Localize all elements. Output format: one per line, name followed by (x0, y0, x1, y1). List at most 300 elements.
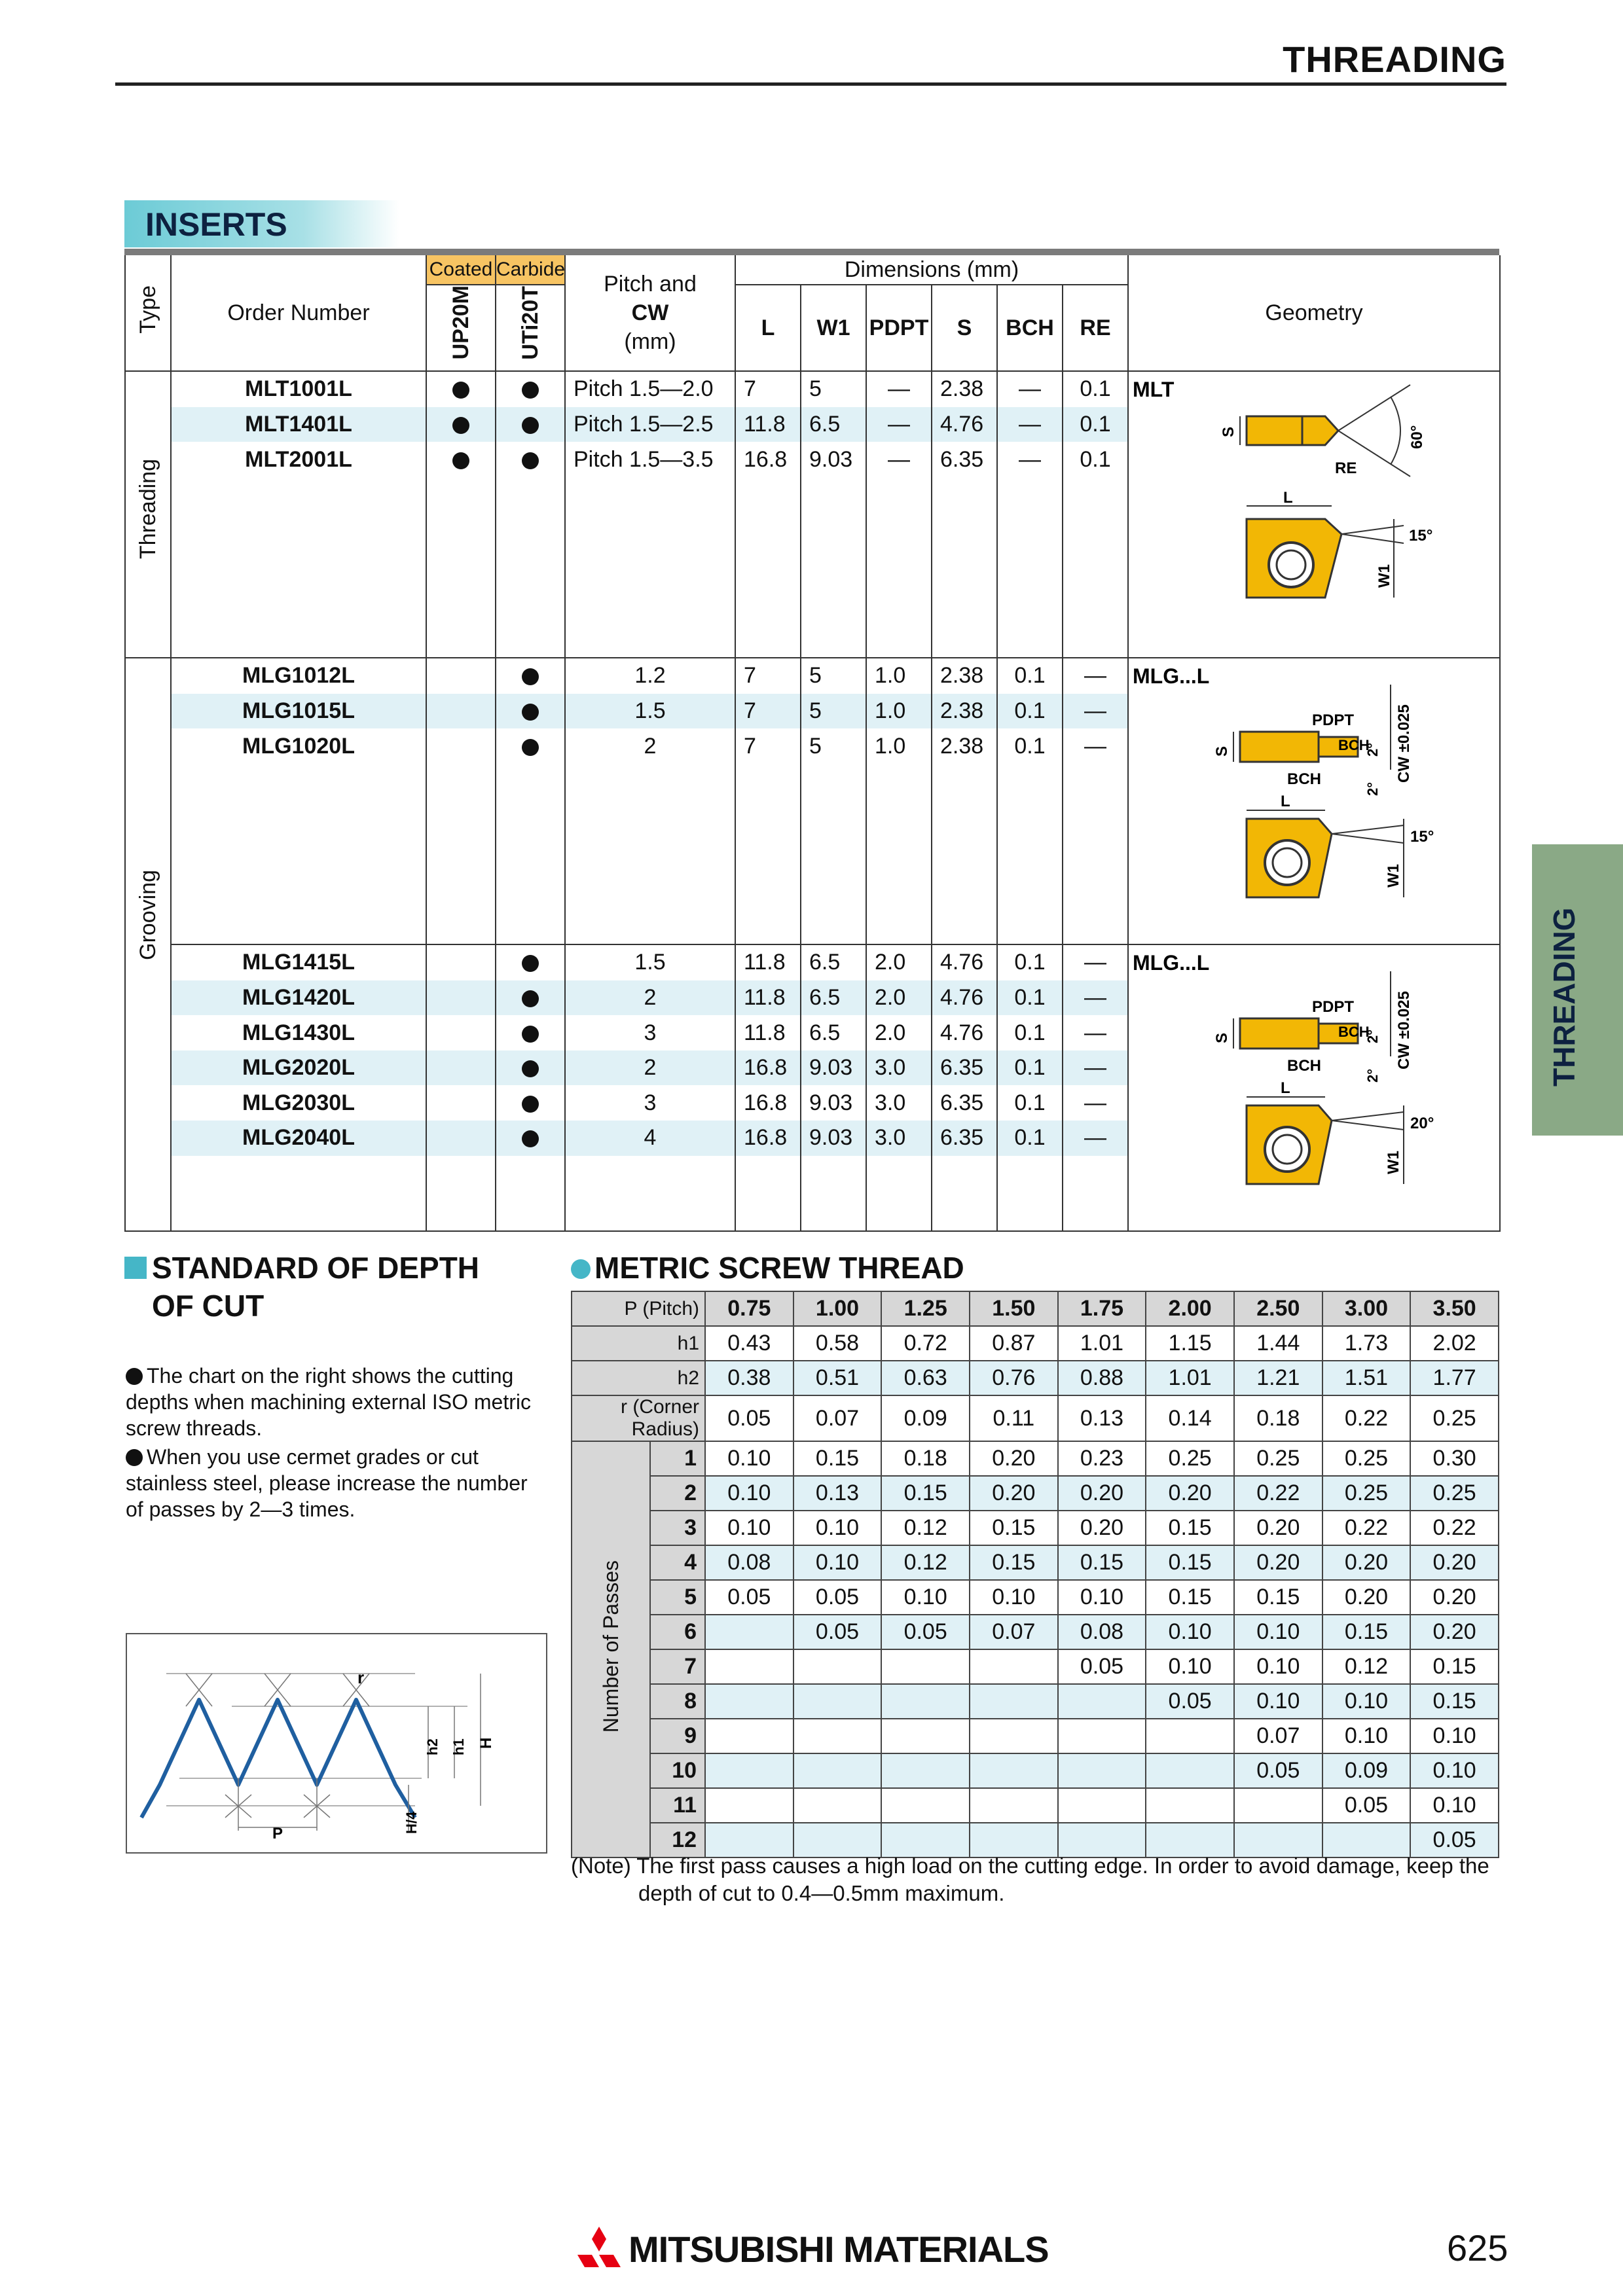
pass-depth-cell (881, 1684, 970, 1719)
uti20t-availability (496, 694, 565, 729)
pitch-cw: 1.5 (565, 694, 735, 729)
pass-depth-cell (1234, 1823, 1322, 1857)
pass-depth-cell: 0.25 (1146, 1441, 1234, 1476)
diagram-label-h4: H/4 (403, 1811, 420, 1834)
mlt-geometry-diagram (1129, 372, 1495, 647)
pitch-cw: 4 (565, 1121, 735, 1156)
empty-cell (496, 1156, 565, 1191)
metric-row-h1 (572, 1326, 1499, 1361)
dim-w1: 9.03 (801, 1050, 866, 1086)
metric-note: (Note) The first pass causes a high load on the cutting edge. In order to avoid damage, keep the (571, 1854, 1489, 1878)
up20m-availability (426, 1050, 496, 1086)
pass-depth-cell: 0.10 (705, 1476, 793, 1511)
empty-cell (1063, 904, 1128, 944)
dim-l: 16.8 (735, 1085, 801, 1121)
dim-re: 0.1 (1063, 407, 1128, 442)
dim-l: 7 (735, 694, 801, 729)
empty-cell (801, 904, 866, 944)
pass-depth-cell: 0.15 (1234, 1580, 1322, 1615)
svg-text:15°: 15° (1409, 527, 1433, 545)
metric-cell-pitches: 1.00 (793, 1291, 882, 1326)
empty-cell (801, 834, 866, 869)
metric-cell-h1: 1.15 (1146, 1326, 1234, 1361)
svg-text:PDPT: PDPT (1312, 711, 1355, 729)
pass-number: 5 (650, 1580, 705, 1615)
empty-cell (997, 547, 1063, 583)
empty-cell (496, 1191, 565, 1231)
empty-cell (735, 904, 801, 944)
pass-depth-cell: 0.05 (1410, 1823, 1499, 1857)
empty-cell (1063, 547, 1128, 583)
svg-text:CW ±0.025: CW ±0.025 (1395, 991, 1413, 1069)
empty-cell (1063, 1156, 1128, 1191)
svg-text:60°: 60° (1408, 425, 1427, 449)
pass-depth-cell (1234, 1788, 1322, 1823)
metric-row-label: h2 (572, 1361, 705, 1395)
svg-text:BCH: BCH (1338, 1024, 1370, 1040)
type-label: Threading (135, 459, 160, 560)
svg-text:MLG...L: MLG...L (1133, 664, 1210, 688)
pass-depth-cell (1058, 1753, 1146, 1788)
geometry-mlg-b (1128, 944, 1500, 1231)
dim-s: 6.35 (932, 1050, 997, 1086)
metric-cell-h2: 1.21 (1234, 1361, 1322, 1395)
pass-depth-cell (705, 1753, 793, 1788)
pass-depth-cell: 0.07 (970, 1615, 1058, 1649)
pitch-cw: 3 (565, 1015, 735, 1050)
pass-depth-cell (793, 1719, 882, 1753)
pass-depth-cell (793, 1649, 882, 1684)
metric-cell-h1: 1.73 (1322, 1326, 1411, 1361)
pass-depth-cell: 0.15 (970, 1545, 1058, 1580)
dim-bch: 0.1 (997, 728, 1063, 764)
dim-w1: 5 (801, 658, 866, 694)
pass-depth-cell: 0.20 (1146, 1476, 1234, 1511)
pass-depth-cell: 0.08 (1058, 1615, 1146, 1649)
col-header-S: S (932, 285, 997, 371)
pass-depth-cell: 0.12 (881, 1545, 970, 1580)
svg-text:S: S (1213, 745, 1231, 757)
up20m-availability (426, 728, 496, 764)
dim-w1: 6.5 (801, 980, 866, 1016)
empty-cell (171, 477, 426, 512)
pitch-cw: Pitch 1.5—2.0 (565, 371, 735, 407)
metric-cell-h2: 1.51 (1322, 1361, 1411, 1395)
pass-depth-cell (881, 1823, 970, 1857)
dim-re: — (1063, 658, 1128, 694)
order-number: MLG2020L (171, 1050, 426, 1086)
dim-bch: 0.1 (997, 1050, 1063, 1086)
order-number: MLG1015L (171, 694, 426, 729)
svg-text:L: L (1281, 1079, 1290, 1097)
empty-cell (496, 764, 565, 799)
col-header-order-number: Order Number (171, 255, 426, 371)
dim-l: 11.8 (735, 980, 801, 1016)
dim-bch: 0.1 (997, 944, 1063, 980)
geometry-mlg-a (1128, 658, 1500, 944)
metric-pass-row (572, 1511, 1499, 1545)
pass-depth-cell (1146, 1788, 1234, 1823)
metric-pass-row (572, 1649, 1499, 1684)
pass-number: 10 (650, 1753, 705, 1788)
pass-depth-cell: 0.10 (793, 1511, 882, 1545)
pass-depth-cell: 0.18 (881, 1441, 970, 1476)
pass-depth-cell (881, 1788, 970, 1823)
svg-text:15°: 15° (1410, 828, 1434, 846)
empty-cell (735, 583, 801, 618)
svg-text:MLT: MLT (1133, 378, 1175, 401)
table-row (125, 371, 1500, 407)
empty-cell (735, 617, 801, 658)
empty-cell (932, 617, 997, 658)
col-header-BCH: BCH (997, 285, 1063, 371)
empty-cell (866, 477, 932, 512)
dim-l: 7 (735, 371, 801, 407)
empty-cell (997, 869, 1063, 905)
pass-depth-cell: 0.25 (1234, 1441, 1322, 1476)
pass-depth-cell: 0.20 (1410, 1580, 1499, 1615)
diagram-label-h1: h1 (450, 1738, 467, 1755)
dim-re: — (1063, 1121, 1128, 1156)
diagram-label-h2: h2 (424, 1738, 441, 1755)
empty-cell (496, 834, 565, 869)
type-cell (125, 944, 171, 1231)
empty-cell (866, 1191, 932, 1231)
dim-bch: — (997, 371, 1063, 407)
empty-cell (735, 834, 801, 869)
empty-cell (565, 1191, 735, 1231)
dim-bch: — (997, 407, 1063, 442)
empty-cell (801, 583, 866, 618)
pitch-cw: 1.5 (565, 944, 735, 980)
svg-text:MLG...L: MLG...L (1133, 951, 1210, 975)
pass-depth-cell: 0.10 (705, 1441, 793, 1476)
pass-depth-cell: 0.15 (1322, 1615, 1411, 1649)
pass-depth-cell (970, 1788, 1058, 1823)
pass-depth-cell: 0.30 (1410, 1441, 1499, 1476)
metric-cell-pitches: 2.00 (1146, 1291, 1234, 1326)
pass-number: 1 (650, 1441, 705, 1476)
page-number: 625 (1447, 2227, 1508, 2269)
metric-row-label: r (Corner Radius) (572, 1395, 705, 1441)
pass-depth-cell: 0.20 (1322, 1545, 1411, 1580)
empty-cell (801, 798, 866, 834)
empty-cell (801, 1191, 866, 1231)
pass-depth-cell: 0.20 (970, 1441, 1058, 1476)
dim-l: 7 (735, 728, 801, 764)
pass-depth-cell: 0.20 (970, 1476, 1058, 1511)
mlg-geometry-diagram (1129, 945, 1495, 1220)
empty-cell (866, 834, 932, 869)
svg-text:2°: 2° (1364, 781, 1381, 796)
metric-cell-h1: 0.87 (970, 1326, 1058, 1361)
depth-note-1: The chart on the right shows the cutting depths when machining external ISO metric screw threads. (126, 1364, 531, 1440)
empty-cell (565, 617, 735, 658)
passes-axis-label: Number of Passes (572, 1441, 650, 1857)
dim-re: 0.1 (1063, 442, 1128, 477)
empty-cell (426, 477, 496, 512)
metric-thread-table (571, 1291, 1499, 1858)
dim-s: 2.38 (932, 658, 997, 694)
pass-depth-cell (1058, 1788, 1146, 1823)
empty-cell (565, 1156, 735, 1191)
pass-depth-cell (793, 1753, 882, 1788)
empty-cell (735, 1191, 801, 1231)
empty-cell (735, 869, 801, 905)
empty-cell (932, 904, 997, 944)
metric-cell-h2: 0.38 (705, 1361, 793, 1395)
pass-depth-cell: 0.20 (1410, 1615, 1499, 1649)
metric-row-r (572, 1395, 1499, 1441)
pass-number: 8 (650, 1684, 705, 1719)
metric-row-h2 (572, 1361, 1499, 1395)
dim-bch: 0.1 (997, 1121, 1063, 1156)
diagram-label-r: r (357, 1668, 365, 1687)
empty-cell (866, 869, 932, 905)
dim-pdpt: 1.0 (866, 694, 932, 729)
empty-cell (426, 1191, 496, 1231)
pass-depth-cell: 0.05 (705, 1580, 793, 1615)
svg-text:PDPT: PDPT (1312, 998, 1355, 1016)
empty-cell (866, 798, 932, 834)
dim-pdpt: 3.0 (866, 1085, 932, 1121)
svg-text:2°: 2° (1364, 742, 1381, 757)
metric-pass-row (572, 1441, 1499, 1476)
empty-cell (171, 869, 426, 905)
metric-cell-r: 0.11 (970, 1395, 1058, 1441)
empty-cell (932, 834, 997, 869)
pass-depth-cell: 0.07 (1234, 1719, 1322, 1753)
pass-depth-cell: 0.20 (1234, 1511, 1322, 1545)
dim-w1: 9.03 (801, 442, 866, 477)
pass-depth-cell: 0.10 (1410, 1753, 1499, 1788)
empty-cell (565, 904, 735, 944)
diagram-label-H: H (477, 1737, 495, 1749)
dim-s: 2.38 (932, 371, 997, 407)
empty-cell (997, 583, 1063, 618)
type-label-grooving: Grooving (135, 870, 160, 960)
order-number: MLG2040L (171, 1121, 426, 1156)
empty-cell (997, 798, 1063, 834)
up20m-availability (426, 944, 496, 980)
dim-s: 4.76 (932, 944, 997, 980)
pass-depth-cell (1058, 1684, 1146, 1719)
pass-depth-cell (1322, 1823, 1411, 1857)
uti20t-availability (496, 407, 565, 442)
empty-cell (932, 477, 997, 512)
pass-depth-cell: 0.20 (1058, 1476, 1146, 1511)
empty-cell (565, 834, 735, 869)
col-header-W1: W1 (801, 285, 866, 371)
empty-cell (171, 512, 426, 547)
pass-depth-cell: 0.13 (793, 1476, 882, 1511)
depth-note-2: When you use cermet grades or cut stainless steel, please increase the number of passes by 2—3 times. (126, 1445, 528, 1521)
order-number: MLG1020L (171, 728, 426, 764)
empty-cell (801, 1156, 866, 1191)
pass-depth-cell: 0.15 (1410, 1649, 1499, 1684)
inserts-section-title: INSERTS (145, 206, 287, 243)
pass-depth-cell (970, 1649, 1058, 1684)
pass-depth-cell (705, 1788, 793, 1823)
pass-depth-cell: 0.22 (1234, 1476, 1322, 1511)
empty-cell (426, 798, 496, 834)
pass-depth-cell (970, 1753, 1058, 1788)
pass-depth-cell (705, 1823, 793, 1857)
brand-logo-icon (576, 2225, 622, 2272)
pass-depth-cell (793, 1788, 882, 1823)
dim-bch: 0.1 (997, 980, 1063, 1016)
pass-depth-cell (970, 1719, 1058, 1753)
col-header-uti20t: UTi20T (496, 285, 565, 371)
metric-thread-title: METRIC SCREW THREAD (594, 1251, 964, 1285)
empty-cell (866, 764, 932, 799)
pass-depth-cell: 0.05 (1146, 1684, 1234, 1719)
empty-cell (426, 617, 496, 658)
up20m-availability (426, 407, 496, 442)
empty-cell (801, 477, 866, 512)
dim-l: 16.8 (735, 1121, 801, 1156)
empty-cell (801, 869, 866, 905)
empty-cell (565, 547, 735, 583)
section-side-tab-label: THREADING (1547, 907, 1581, 1086)
col-header-up20m: UP20M (426, 285, 496, 371)
order-number: MLG1415L (171, 944, 426, 980)
col-header-coated: Coated (426, 255, 496, 285)
empty-cell (866, 547, 932, 583)
empty-cell (426, 512, 496, 547)
empty-cell (997, 617, 1063, 658)
metric-cell-pitches: 3.50 (1410, 1291, 1499, 1326)
metric-pass-row (572, 1684, 1499, 1719)
metric-cell-h1: 0.72 (881, 1326, 970, 1361)
table-row (125, 944, 1500, 980)
dim-w1: 6.5 (801, 944, 866, 980)
svg-text:W1: W1 (1385, 864, 1403, 888)
type-cell (125, 658, 171, 960)
uti20t-availability (496, 371, 565, 407)
empty-cell (426, 547, 496, 583)
empty-cell (801, 617, 866, 658)
metric-cell-r: 0.13 (1058, 1395, 1146, 1441)
empty-cell (1063, 1191, 1128, 1231)
metric-row-label: P (Pitch) (572, 1291, 705, 1326)
pass-depth-cell: 0.09 (1322, 1753, 1411, 1788)
empty-cell (1063, 834, 1128, 869)
pass-depth-cell: 0.10 (1234, 1684, 1322, 1719)
empty-cell (1063, 512, 1128, 547)
svg-text:L: L (1281, 793, 1290, 810)
metric-note-line2: depth of cut to 0.4—0.5mm maximum. (638, 1881, 1005, 1905)
col-header-pitch: Pitch and CW (mm) (565, 255, 735, 371)
order-number: MLG1430L (171, 1015, 426, 1050)
dim-s: 4.76 (932, 980, 997, 1016)
uti20t-availability (496, 944, 565, 980)
pass-depth-cell: 0.10 (1322, 1719, 1411, 1753)
pass-depth-cell: 0.15 (793, 1441, 882, 1476)
dim-re: — (1063, 694, 1128, 729)
order-number: MLT1001L (171, 371, 426, 407)
empty-cell (801, 547, 866, 583)
pitch-cw: Pitch 1.5—2.5 (565, 407, 735, 442)
pass-depth-cell (970, 1684, 1058, 1719)
pass-depth-cell (705, 1719, 793, 1753)
dim-re: — (1063, 1050, 1128, 1086)
svg-text:CW ±0.025: CW ±0.025 (1395, 704, 1413, 783)
dim-pdpt: — (866, 407, 932, 442)
pass-depth-cell (1146, 1823, 1234, 1857)
depth-of-cut-title: STANDARD OF DEPTH OF CUT (152, 1251, 480, 1323)
metric-cell-h1: 1.01 (1058, 1326, 1146, 1361)
empty-cell (932, 1191, 997, 1231)
pass-depth-cell: 0.15 (1146, 1511, 1234, 1545)
inserts-band-rule (124, 249, 1499, 255)
pass-depth-cell: 0.10 (1234, 1649, 1322, 1684)
col-header-dimensions: Dimensions (mm) (735, 255, 1128, 285)
metric-cell-r: 0.14 (1146, 1395, 1234, 1441)
empty-cell (426, 1156, 496, 1191)
pass-depth-cell: 0.25 (1322, 1441, 1411, 1476)
uti20t-availability (496, 442, 565, 477)
pass-depth-cell: 0.05 (1234, 1753, 1322, 1788)
svg-text:BCH: BCH (1287, 770, 1322, 788)
dim-w1: 6.5 (801, 407, 866, 442)
dim-l: 16.8 (735, 1050, 801, 1086)
dim-w1: 5 (801, 694, 866, 729)
dim-pdpt: 2.0 (866, 980, 932, 1016)
metric-cell-r: 0.25 (1410, 1395, 1499, 1441)
pass-depth-cell (793, 1684, 882, 1719)
empty-cell (997, 477, 1063, 512)
svg-text:L: L (1283, 489, 1293, 507)
empty-cell (565, 512, 735, 547)
metric-cell-pitches: 3.00 (1322, 1291, 1411, 1326)
dim-s: 2.38 (932, 728, 997, 764)
empty-cell (997, 834, 1063, 869)
metric-cell-h1: 2.02 (1410, 1326, 1499, 1361)
order-number: MLG1420L (171, 980, 426, 1016)
empty-cell (171, 617, 426, 658)
up20m-availability (426, 371, 496, 407)
empty-cell (932, 512, 997, 547)
order-number: MLG1012L (171, 658, 426, 694)
empty-cell (426, 583, 496, 618)
svg-text:W1: W1 (1385, 1151, 1403, 1174)
dim-pdpt: 3.0 (866, 1121, 932, 1156)
dim-pdpt: 1.0 (866, 728, 932, 764)
page-header-title: THREADING (1283, 39, 1506, 80)
metric-cell-h2: 0.63 (881, 1361, 970, 1395)
empty-cell (496, 512, 565, 547)
pass-number: 12 (650, 1823, 705, 1857)
empty-cell (171, 904, 426, 944)
empty-cell (1063, 798, 1128, 834)
pass-depth-cell: 0.05 (793, 1580, 882, 1615)
empty-cell (735, 547, 801, 583)
dim-s: 6.35 (932, 1085, 997, 1121)
empty-cell (866, 512, 932, 547)
uti20t-availability (496, 1050, 565, 1086)
empty-cell (932, 798, 997, 834)
dim-pdpt: 2.0 (866, 1015, 932, 1050)
metric-pass-row (572, 1476, 1499, 1511)
empty-cell (1063, 617, 1128, 658)
empty-cell (735, 764, 801, 799)
empty-cell (565, 798, 735, 834)
empty-cell (997, 904, 1063, 944)
metric-cell-h2: 0.51 (793, 1361, 882, 1395)
pitch-cw: 2 (565, 728, 735, 764)
svg-text:20°: 20° (1410, 1115, 1434, 1132)
